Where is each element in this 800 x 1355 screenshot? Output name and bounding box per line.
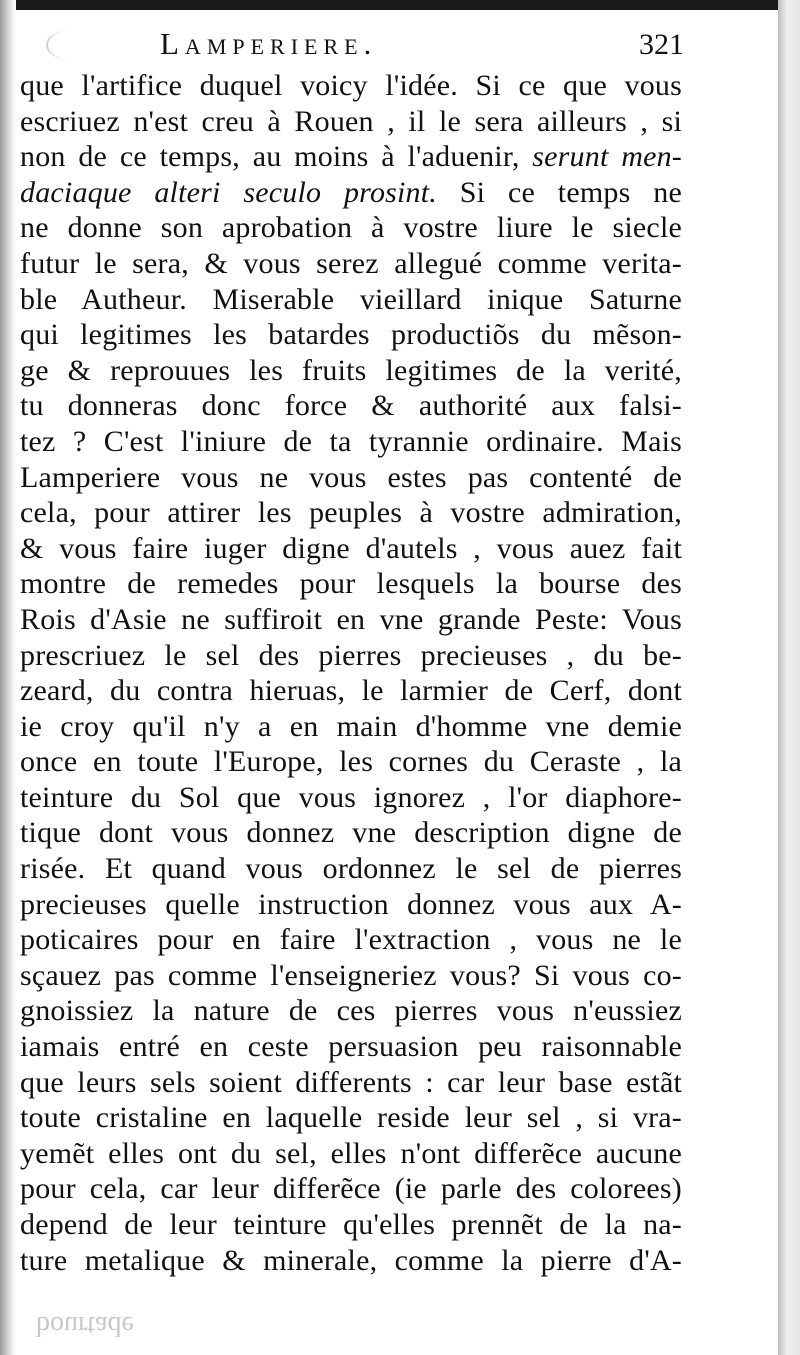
text-line: iamais entré en ceste persuasion peu raisonnable (20, 1030, 682, 1064)
text-line: once en toute l'Europe, les cornes du Ceraste , la (20, 745, 682, 779)
text-line: qui legitimes les batardes productiõs du mẽson- (20, 318, 682, 352)
text-line: tez ? C'est l'iniure de ta tyrannie ordinaire. Mais (20, 424, 682, 458)
text-line: futur le sera, & vous serez allegué comme verita- (20, 246, 682, 280)
text-line: tu donneras donc force & authorité aux falsi- (20, 389, 682, 423)
running-title: Lamperiere. (160, 26, 378, 61)
text-line: gnoissiez la nature de ces pierres vous n'eussiez (20, 994, 682, 1028)
text-line: prescriuez le sel des pierres precieuses , du be- (20, 638, 682, 672)
text-line: ble Autheur. Miserable vieillard inique Saturne (20, 282, 682, 316)
page-gutter-shadow (0, 0, 16, 1355)
book-page (20, 22, 682, 1342)
latin-quotation: serunt men- (532, 140, 683, 174)
text-line: teinture du Sol que vous ignorez , l'or diaphore- (20, 780, 682, 814)
text-line: tique dont vous donnez vne description digne de (20, 816, 682, 850)
text-line: depend de leur teinture qu'elles prennẽt de la na- (20, 1208, 682, 1241)
text-line: poticaires pour en faire l'extraction , vous ne le (20, 923, 682, 957)
text-line: zeard, du contra hieruas, le larmier de Cerf, dont (20, 674, 682, 708)
body-text (20, 68, 682, 1278)
text-line: ture metalique & minerale, comme la pierre d'A- (20, 1243, 682, 1277)
text-line: non de ce temps, au moins à l'aduenir, serunt men- (20, 140, 683, 174)
text-line: pour cela, car leur differẽce (ie parle des colorees) (20, 1172, 682, 1206)
text-line: ne donne son aprobation à vostre liure le siecle (20, 211, 682, 245)
text-line: Lamperiere vous ne vous estes pas contenté de (20, 460, 682, 494)
page-number: 321 (639, 28, 684, 61)
text-line: montre de remedes pour lesquels la bourse des (20, 567, 682, 601)
text-line: sçauez pas comme l'enseigneriez vous? Si vous co- (20, 958, 682, 992)
text-line: precieuses quelle instruction donnez vous aux A- (20, 887, 682, 921)
text-line: ge & reprouues les fruits legitimes de la verité, (20, 353, 682, 387)
faint-margin-mark (46, 30, 98, 60)
text-line: Rois d'Asie ne suffiroit en vne grande Peste: Vous (20, 602, 682, 636)
scanner-top-edge (0, 0, 800, 10)
running-head (20, 22, 682, 68)
text-line: yemẽt elles ont du sel, elles n'ont differẽce aucune (20, 1136, 682, 1170)
text-line: ie croy qu'il n'y a en main d'homme vne demie (20, 709, 682, 743)
show-through-text: bourtade (36, 1310, 134, 1341)
latin-quotation: daciaque alteri seculo prosint. (20, 175, 437, 209)
page-right-edge (778, 0, 800, 1355)
text-line-italic: daciaque alteri seculo prosint. Si ce temps ne (20, 175, 682, 209)
text-line: escriuez n'est creu à Rouen , il le sera ailleurs , si (20, 104, 682, 138)
text-line: toute cristaline en laquelle reside leur sel , si vra- (20, 1101, 682, 1135)
text-line: risée. Et quand vous ordonnez le sel de pierres (20, 852, 682, 886)
text-line: & vous faire iuger digne d'autels , vous auez fait (20, 531, 682, 565)
text-line: cela, pour attirer les peuples à vostre admiration, (20, 496, 682, 530)
text-line: que l'artifice duquel voicy l'idée. Si ce que vous (20, 69, 682, 102)
text-line: que leurs sels soient differents : car leur base estãt (20, 1065, 682, 1099)
